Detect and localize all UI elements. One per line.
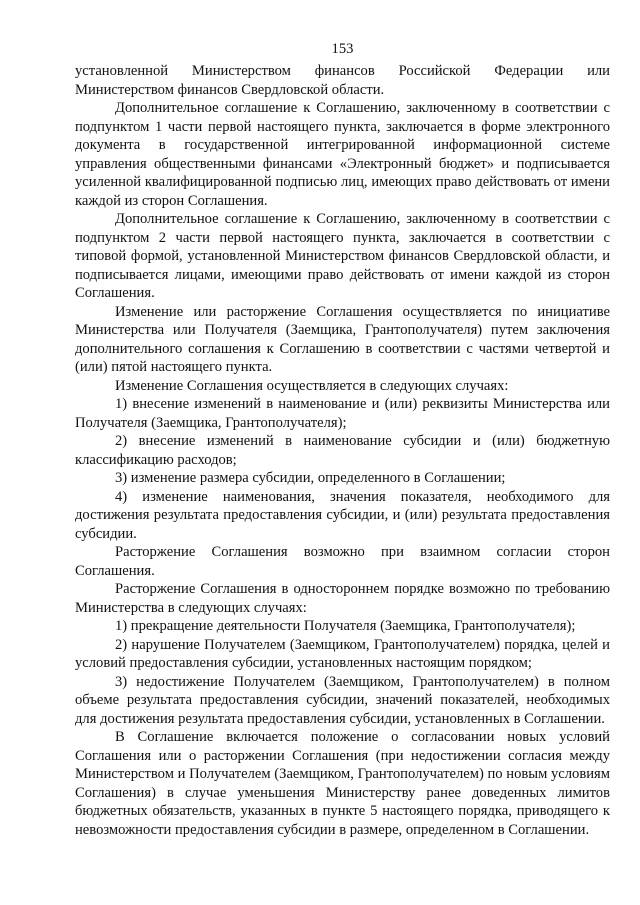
- document-page: [75, 40, 610, 839]
- document-body: [75, 62, 610, 839]
- paragraph: 2) нарушение Получателем (Заемщиком, Грантополучателем) порядка, целей и условий предоставления субсидии, установленных настоящим порядком;: [75, 636, 610, 671]
- paragraph: Расторжение Соглашения в одностороннем порядке возможно по требованию Министерства в следующих случаях:: [75, 581, 610, 616]
- paragraph: 3) недостижение Получателем (Заемщиком, Грантополучателем) в полном объеме результата предоставления субсидии, значений показателей, необходимых для достижения результата предоставления субсидии, установленных в Соглашении.: [75, 673, 610, 727]
- paragraph: Дополнительное соглашение к Соглашению, заключенному в соответствии с подпунктом 2 части первой настоящего пункта, заключается в соответствии с типовой формой, установленной Министерством финансов Свердловской области, и подписывается лицами, имеющими право действовать от имени каждой из сторон Соглашения.: [75, 211, 610, 301]
- paragraph: 2) внесение изменений в наименование субсидии и (или) бюджетную классификацию расходов;: [75, 433, 610, 468]
- paragraph: Дополнительное соглашение к Соглашению, заключенному в соответствии с подпунктом 1 части первой настоящего пункта, заключается в форме электронного документа в государственной интегрированной информационной системе управления общественными финансами «Электронный бюджет» и подписывается усиленной квалифицированной подписью лиц, имеющих право действовать от имени каждой из сторон Соглашения.: [75, 100, 610, 209]
- paragraph: Изменение или расторжение Соглашения осуществляется по инициативе Министерства или Получателя (Заемщика, Грантополучателя) путем заключения дополнительного соглашения к Соглашению в соответствии с частями четвертой и (или) пятой настоящего пункта.: [75, 303, 610, 375]
- page-number: 153: [331, 41, 354, 57]
- paragraph: 4) изменение наименования, значения показателя, необходимого для достижения результата предоставления субсидии, и (или) результата предоставления субсидии.: [75, 488, 610, 542]
- paragraph: В Соглашение включается положение о согласовании новых условий Соглашения или о расторжении Соглашения (при недостижении согласия между Министерством и Получателем (Заемщиком, Грантополучателем) по новым условиям Соглашения) в случае уменьшения Министерству ранее доведенных лимитов бюджетных обязательств, указанных в пункте 5 настоящего порядка, приводящего к невозможности предоставления субсидии в размере, определенном в Соглашении.: [75, 729, 610, 838]
- paragraph: 3) изменение размера субсидии, определенного в Соглашении;: [115, 470, 506, 486]
- paragraph: 1) внесение изменений в наименование и (или) реквизиты Министерства или Получателя (Заемщика, Грантополучателя);: [75, 396, 610, 431]
- paragraph: установленной Министерством финансов Российской Федерации или Министерством финансов Свердловской области.: [75, 63, 610, 98]
- paragraph: 1) прекращение деятельности Получателя (Заемщика, Грантополучателя);: [115, 618, 576, 634]
- paragraph: Изменение Соглашения осуществляется в следующих случаях:: [115, 377, 509, 394]
- paragraph: Расторжение Соглашения возможно при взаимном согласии сторон Соглашения.: [75, 544, 610, 579]
